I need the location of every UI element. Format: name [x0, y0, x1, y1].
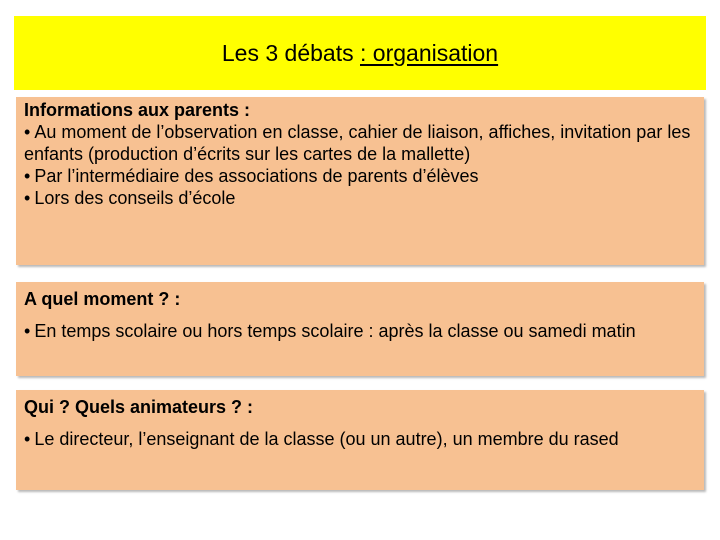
slide-title: [222, 39, 498, 67]
section-heading: A quel moment ? :: [24, 289, 181, 309]
list-item-text: Par l’intermédiaire des associations de parents d’élèves: [34, 166, 479, 186]
title-banner: [14, 16, 706, 90]
section-heading: Informations aux parents :: [24, 100, 251, 120]
bullet-icon: •: [24, 188, 31, 208]
list-item: [24, 426, 704, 453]
bullet-icon: •: [24, 122, 31, 142]
slide-title-organisation-link[interactable]: : organisation: [360, 40, 499, 66]
bullet-list: [24, 121, 704, 209]
section-animateurs: [16, 390, 704, 490]
list-item-text: Au moment de l’observation en classe, cahier de liaison, affiches, invitation par les enfants (production d’écrits sur les cartes de la mallette): [24, 122, 691, 164]
list-item-text: En temps scolaire ou hors temps scolaire : après la classe ou samedi matin: [34, 321, 636, 341]
slide-title-main: Les 3 débats: [221, 40, 360, 66]
list-item: [24, 318, 704, 345]
section-informations-parents: [16, 97, 704, 265]
list-item-text: Lors des conseils d’école: [34, 188, 236, 208]
list-item-text: Le directeur, l’enseignant de la classe (ou un autre), un membre du rased: [34, 429, 619, 449]
bullet-icon: •: [24, 321, 31, 341]
bullet-icon: •: [24, 166, 31, 186]
section-quel-moment: [16, 282, 704, 376]
bullet-list: [24, 318, 704, 345]
list-item: [24, 165, 704, 187]
bullet-icon: •: [24, 429, 31, 449]
list-item: [24, 121, 704, 165]
bullet-list: [24, 426, 704, 453]
section-heading: Qui ? Quels animateurs ? :: [24, 397, 254, 417]
list-item: [24, 187, 704, 209]
